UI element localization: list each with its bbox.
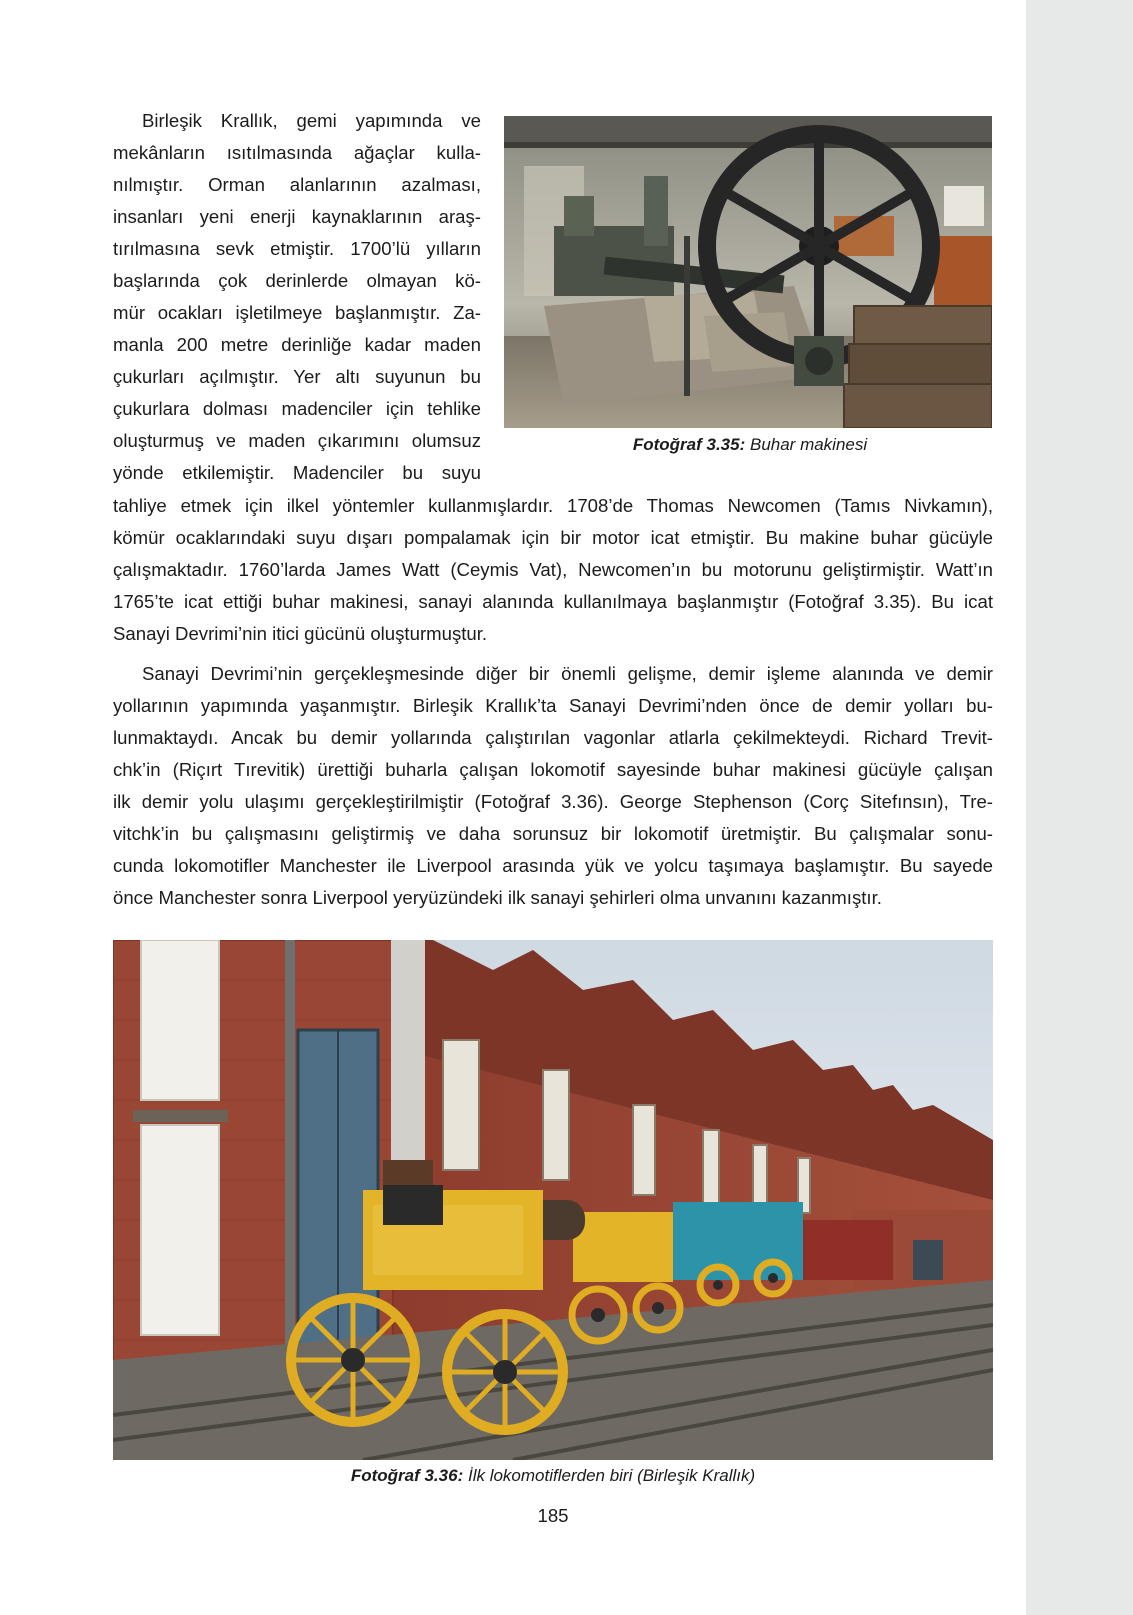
text-line: nılmıştır. Orman alanlarının azalması, [113,174,481,195]
text-line: manla 200 metre derinliğe kadar maden [113,334,481,355]
text-line: ilk demir yolu ulaşımı gerçekleştirilmiştir (Fotoğraf 3.36). George Stephenson (Corç Sitefınsın), Tre- [113,791,993,812]
text-line: chk’in (Riçırt Tırevitik) ürettiği buharla çalışan lokomotif sayesinde buhar makinesi gücüyle çalışan [113,759,993,780]
text-line: insanları yeni enerji kaynaklarının araş- [113,206,481,227]
caption-label: Fotoğraf 3.36: [350,1466,464,1485]
text-line: yollarının yapımında yaşanmıştır. Birleşik Krallık’ta Sanayi Devrimi’nden önce de demir yolları bu- [113,695,993,716]
photo-steam-engine [504,116,992,428]
text-line: önce Manchester sonra Liverpool yeryüzündeki ilk sanayi şehirleri olma unvanını kazanmıştır. [113,887,882,908]
text-line: tırılmasına sevk etmiştir. 1700’lü yılların [113,238,481,259]
text-line: çalışmaktadır. 1760’larda James Watt (Ceymis Vat), Newcomen’ın bu motorunu geliştirmiştir. Watt’ın [113,559,993,580]
steam-engine-illustration [504,116,992,428]
text-line: cunda lokomotifler Manchester ile Liverpool arasında yük ve yolcu taşımaya başlamıştır. Bu sayede [113,855,993,876]
text-line: mekânların ısıtılmasında ağaçlar kulla- [113,142,481,163]
locomotive-illustration [113,940,993,1460]
text-line: başlarında çok derinlerde olmayan kö- [113,270,481,291]
caption-text: Buhar makinesi [749,435,868,454]
photo-locomotive [113,940,993,1460]
text-line: lunmaktaydı. Ancak bu demir yollarında çalıştırılan vagonlar atlarla çekilmekteydi. Richard Trevit- [113,727,993,748]
text-line: tahliye etmek için ilkel yöntemler kullanmışlardır. 1708’de Thomas Newcomen (Tamıs Nivkamın), [113,495,993,516]
caption-text: İlk lokomotiflerden biri (Birleşik Krallık) [467,1466,756,1485]
page-number: 185 [537,1505,569,1526]
caption-label: Fotoğraf 3.35: [632,435,746,454]
text-line: Sanayi Devrimi’nin itici gücünü oluşturmuştur. [113,623,488,644]
text-line: vitchk’in bu çalışmasını geliştirmiş ve daha sorunsuz bir lokomotif üretmiştir. Bu çalışmalar sonu- [113,823,993,844]
paragraph-1-full-width [113,490,993,650]
paragraph-1-left-column [113,105,481,489]
page-side-band [1026,0,1133,1615]
text-line: çukurları açılmıştır. Yer altı suyunun bu [113,366,481,387]
text-line: Sanayi Devrimi’nin gerçekleşmesinde diğer bir önemli gelişme, demir işleme alanında ve demir [142,663,993,684]
text-line: 1765’te icat ettiği buhar makinesi, sanayi alanında kullanılmaya başlanmıştır (Fotoğraf 3.35). Bu icat [113,591,993,612]
text-line: Birleşik Krallık, gemi yapımında ve [142,110,481,131]
text-line: mür ocakları işletilmeye başlanmıştır. Za- [113,302,481,323]
paragraph-2 [113,658,993,914]
text-line: oluşturmuş ve maden çıkarımını olumsuz [113,430,481,451]
text-line: yönde etkilemiştir. Madenciler bu suyu [113,462,481,483]
caption-photo-3-36 [253,1466,853,1486]
caption-photo-3-35 [560,435,940,455]
text-line: kömür ocaklarındaki suyu dışarı pompalamak için bir motor icat etmiştir. Bu makine buhar gücüyle [113,527,993,548]
text-line: çukurlara dolması madenciler için tehlike [113,398,481,419]
